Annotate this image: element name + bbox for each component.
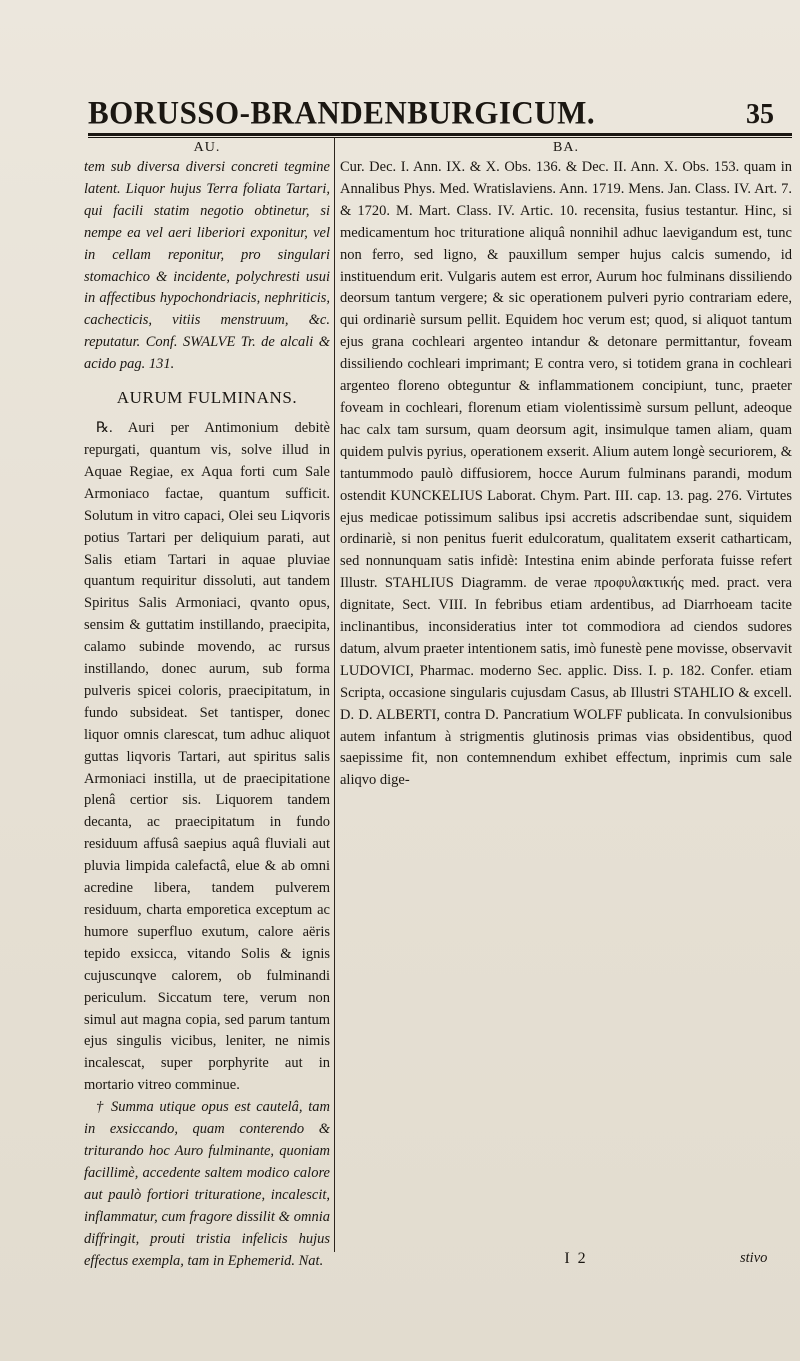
left-column (84, 138, 330, 1272)
right-paragraph: Cur. Dec. I. Ann. IX. & X. Obs. 136. & Dec. II. Ann. X. Obs. 153. quam in Annalibus Phys. Med. Wratislaviens. Ann. 1719. Mens. Jan. Class. IV. Art. 7. & 1720. M. Mart. Class. IV. Artic. 10. recensita, fusius testantur. Hinc, si medicamentum hoc trituratione aliquâ nonnihil adhuc laevigandum est, tunc non ferro, sed ligno, & pauxillum semper hujus calcis sumendo, id instituendum erit. Vulgaris autem est error, Aurum hoc fulminans dissiliendo deorsum tantum vergere; & sic operationem pulveri pyrio contrariam edere, qui ordinariè sursum pellit. Equidem hoc verum est; quod, si aliquot tantum ejus grana cochleari argenteo intandur & detonare permittantur, foveam dissiliendo cochleari imprimant; E contra vero, si totidem grana in cochleari argenteo floreno obteguntur & inflammationem concipiunt, tunc, praeter foveam in cochleari, florenum etiam violentissimè sursum pellunt, adeoque hac calx tam sursum, quam deorsum agit, insimulque tamen aliam, quam quidem pulvis pyrius, operationem exserit. Alium autem longè securiorem, & tantummodo paulò diffusiorem, hocce Aurum fulminans parandi, modum ostendit KUNCKELIUS Laborat. Chym. Part. III. cap. 13. pag. 276. Virtutes ejus medicae potissimum salibus ipsi accretis adscribendae sunt, siquidem ordinariè, si non penitus fuerit edulcoratum, qualitatem exserit catharticam, sed nonnunquam satis infidè: Intestina enim abinde perforata fuisse refert Illustr. STAHLIUS Diagramm. de verae προφυλακτικής med. pract. vera dignitate, Sect. VIII. In febribus etiam ardentibus, ad Diarrhoeam tacite inclinantibus, inconsideratius inter tot commodiora ad ciendos sudores datum, alvum praeter intentionem satis, imò funestè pene movisse, observavit LUDOVICI, Pharmac. moderno Sec. applic. Diss. I. p. 182. Confer. etiam Scripta, occasione singularis cujusdam Casus, ab Illustri STAHLIO & excell. D. D. ALBERTI, contra D. Pancratium WOLFF publicata. In convulsionibus autem infantum à strigmentis glutinosis primas vias obsidentibus, quod saepissime fit, non contemnendum exhibet effectum, inprimis cum sale aliqvo dige- (340, 159, 792, 789)
page-number: 35 (746, 99, 774, 130)
page-header (88, 95, 788, 131)
left-paragraph-continued: tem sub diversa diversi concreti tegmine latent. Liquor hujus Terra foliata Tartari, qui facili statim negotio obtinetur, si nempe ea vel aeri liberiori exponitur, vel in cellam reponitur, pro singulari stomachico & incidente, polychresti usui in affectibus hypochondriacis, nephriticis, cachecticis, vitiis menstruum, &c. reputatur. Conf. SWALVE Tr. de alcali & acido pag. 131. (84, 159, 330, 373)
section-title: AURUM FULMINANS. (116, 388, 298, 408)
column-divider (334, 137, 335, 1252)
signature-mark: I 2 (564, 1250, 588, 1267)
right-catch-letters: BA. (553, 140, 579, 155)
caution-note: † Summa utique opus est cautelâ, tam in exsiccando, quam conterendo & triturando hoc Auro fulminante, quoniam facillimè, accedente saltem modico calore aut paulò fortiori trituratione, incalescit, inflammatur, cum fragore dissilit & omnia diffringit, prouti tristia infelicis hujus effectus exempla, tam in Ephemerid. Nat. (84, 1099, 330, 1269)
header-rule-thick (88, 133, 792, 136)
catchword: stivo (740, 1250, 768, 1266)
running-head: BORUSSO-BRANDENBURGICUM. (88, 94, 596, 131)
recipe-paragraph: ℞. Auri per Antimonium debitè repurgati, quantum vis, solve illud in Aquae Regiae, ex Aqua forti cum Sale Armoniaco factae, quantum sufficit. Solutum in vitro capaci, Olei seu Liqvoris potius Tartari per deliquium parati, aut Salis etiam Tartari in aquae pluviae quantum requiritur dissoluti, aut tandem Spiritus Salis Armoniaci, qvanto opus, sensim & guttatim instillando, praecipita, calamo subinde movendo, ac rursus instillando, donec aurum, sub forma pulveris spicei coloris, praecipitatum, in fundo subsideat. Set tantisper, donec liquor omnis clarescat, tum adhuc aliquot guttas liqvoris Tartari, aut spiritus salis Armoniaci instilla, ut de praecipitatione plenâ certior sis. Liquorem tandem decanta, ac praecipitatum in fundo residuum affusâ saepius aquâ fluviali aut pluvia limpida calefactâ, elue & ab omni acredine libera, tandem pulverem residuum, charta emporetica exceptum ac humore superfluo exutum, calore aëris tepido exsicca, vitando Solis & ignis cujuscunqve calorem, ob fulminandi periculum. Siccatum tere, verum non simul aut magna copia, sed parum tantum ejus singulis vicibus, leniter, ne nimis incalescat, super porphyrite aut in mortario vitreo comminue. (84, 420, 330, 1094)
left-catch-letters: AU. (193, 140, 221, 155)
right-column (340, 138, 792, 792)
